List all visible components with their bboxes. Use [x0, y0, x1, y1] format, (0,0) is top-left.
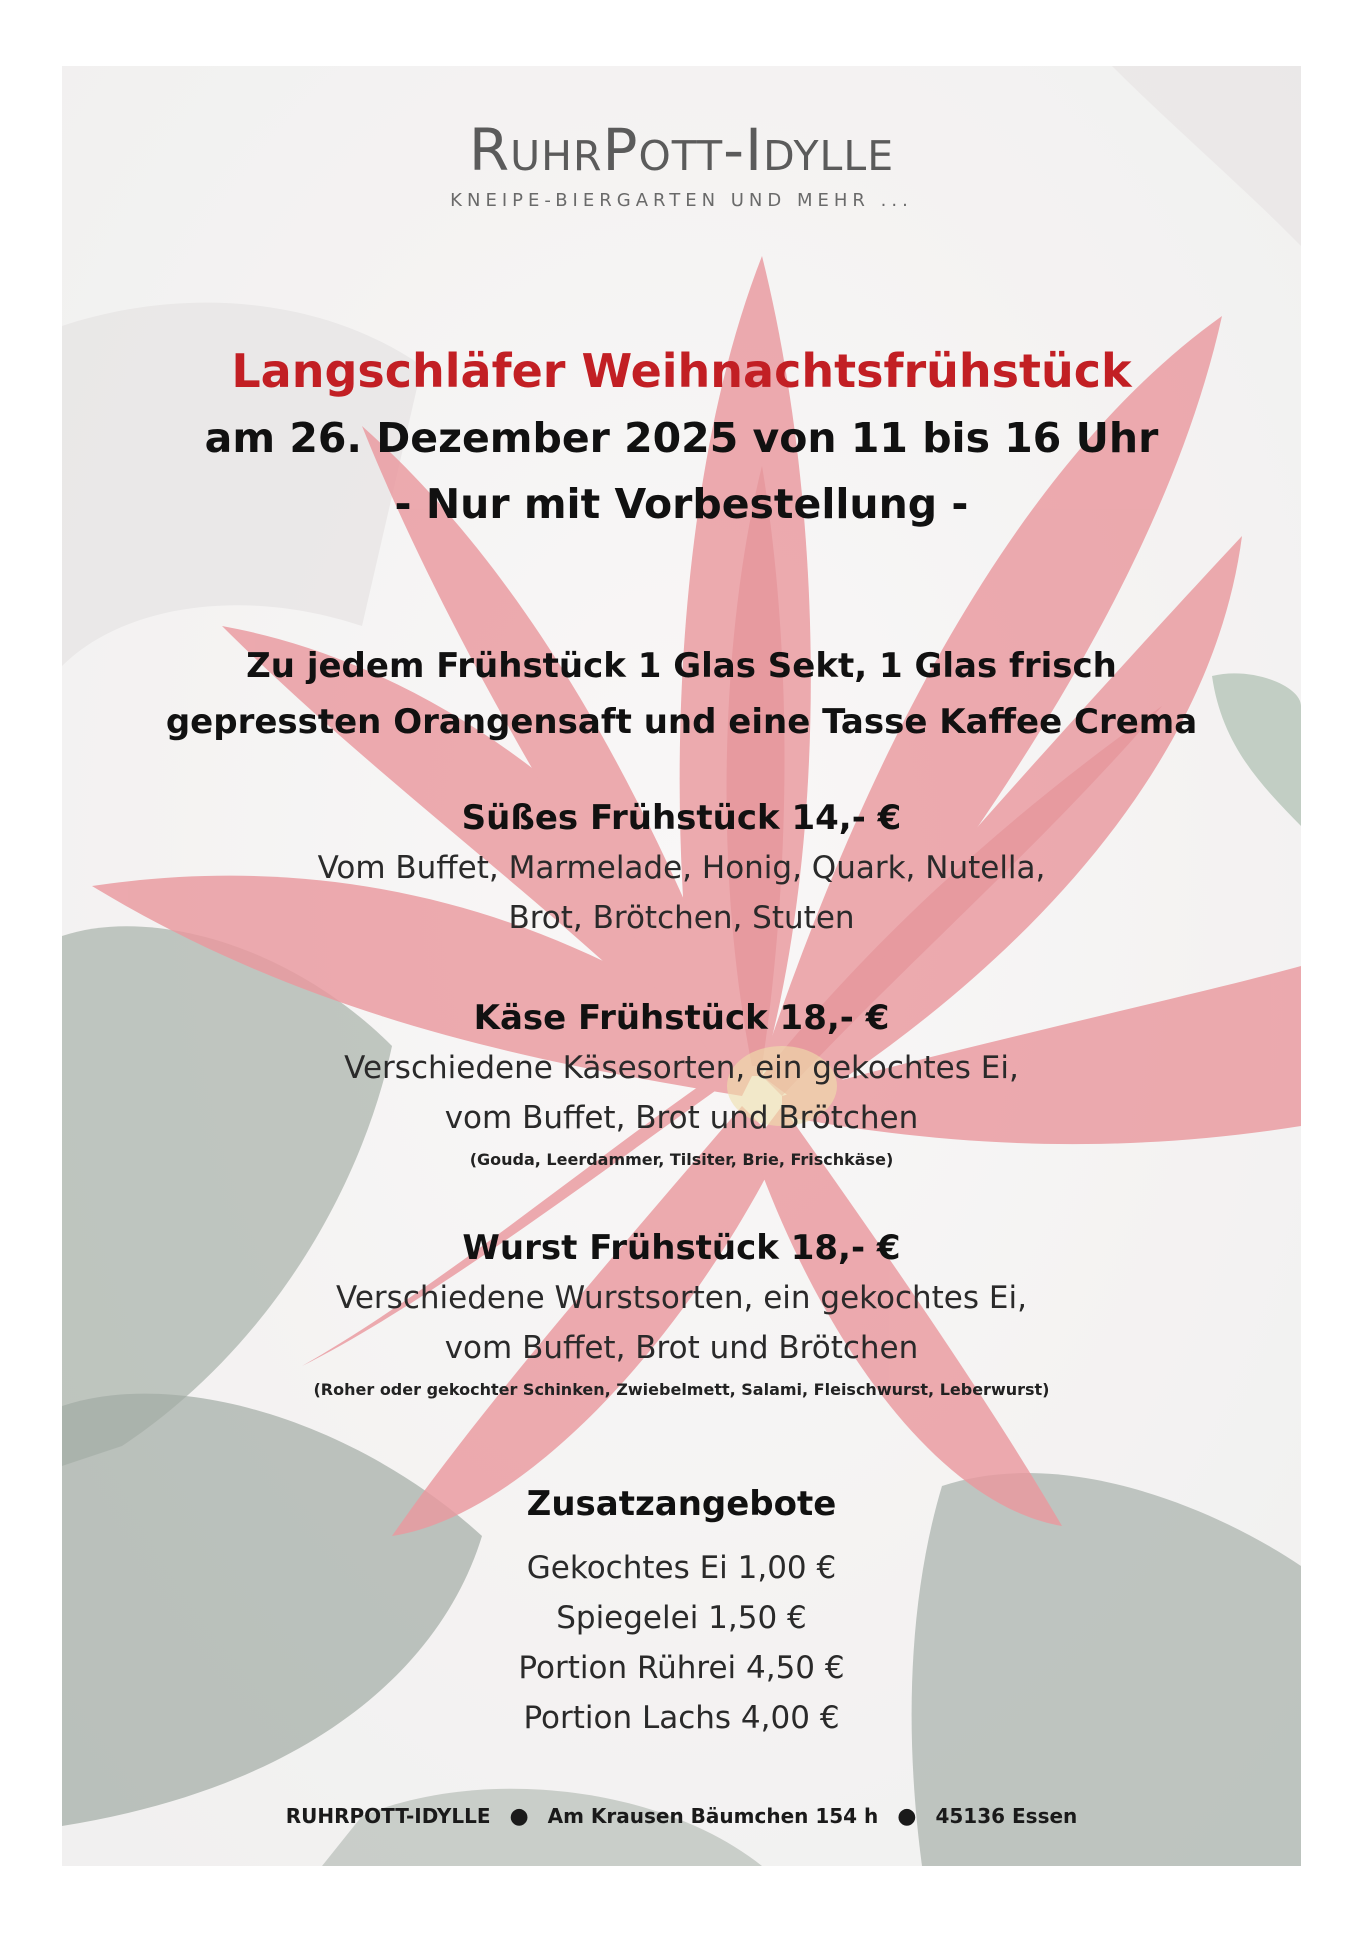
flyer-content	[62, 66, 1301, 1866]
extra-item: Spiegelei 1,50 €	[556, 1600, 807, 1636]
footer-separator: ●	[897, 1804, 917, 1829]
menu-note-sausage: (Roher oder gekochter Schinken, Zwiebelmett, Salami, Fleischwurst, Leberwurst)	[313, 1380, 1050, 1399]
menu-heading-sausage: Wurst Frühstück 18,- €	[462, 1228, 901, 1268]
intro-line-1: Zu jedem Frühstück 1 Glas Sekt, 1 Glas frisch	[246, 646, 1117, 686]
preorder-note: - Nur mit Vorbestellung -	[394, 480, 969, 528]
event-date: am 26. Dezember 2025 von 11 bis 16 Uhr	[204, 414, 1159, 462]
logo-wordmark: RuhrPott-Idylle	[468, 116, 895, 184]
footer-street: Am Krausen Bäumchen 154 h	[547, 1804, 879, 1828]
extras-heading: Zusatzangebote	[526, 1484, 837, 1524]
intro-line-2: gepressten Orangensaft und eine Tasse Kaffee Crema	[165, 702, 1198, 742]
menu-heading-sweet: Süßes Frühstück 14,- €	[461, 798, 902, 838]
footer-address	[62, 1804, 1301, 1829]
extra-item: Portion Rührei 4,50 €	[518, 1650, 845, 1686]
extra-item: Gekochtes Ei 1,00 €	[526, 1550, 837, 1586]
footer-name: RUHRPOTT-IDYLLE	[285, 1804, 491, 1828]
flyer-page	[62, 66, 1301, 1866]
extra-item: Portion Lachs 4,00 €	[523, 1700, 840, 1736]
menu-note-cheese: (Gouda, Leerdammer, Tilsiter, Brie, Frischkäse)	[469, 1150, 894, 1169]
menu-desc-sweet-2: Brot, Brötchen, Stuten	[508, 900, 855, 936]
menu-desc-cheese-1: Verschiedene Käsesorten, ein gekochtes Ei,	[344, 1050, 1019, 1086]
logo-tagline: KNEIPE-BIERGARTEN UND MEHR ...	[450, 190, 913, 211]
menu-desc-sweet-1: Vom Buffet, Marmelade, Honig, Quark, Nutella,	[317, 850, 1046, 886]
menu-heading-cheese: Käse Frühstück 18,- €	[473, 998, 890, 1038]
event-title: Langschläfer Weihnachtsfrühstück	[231, 344, 1132, 398]
logo	[62, 114, 1301, 211]
menu-desc-sausage-2: vom Buffet, Brot und Brötchen	[444, 1330, 919, 1366]
footer-city: 45136 Essen	[935, 1804, 1078, 1828]
footer-separator: ●	[509, 1804, 529, 1829]
menu-desc-sausage-1: Verschiedene Wurstsorten, ein gekochtes Ei,	[336, 1280, 1027, 1316]
menu-desc-cheese-2: vom Buffet, Brot und Brötchen	[444, 1100, 919, 1136]
